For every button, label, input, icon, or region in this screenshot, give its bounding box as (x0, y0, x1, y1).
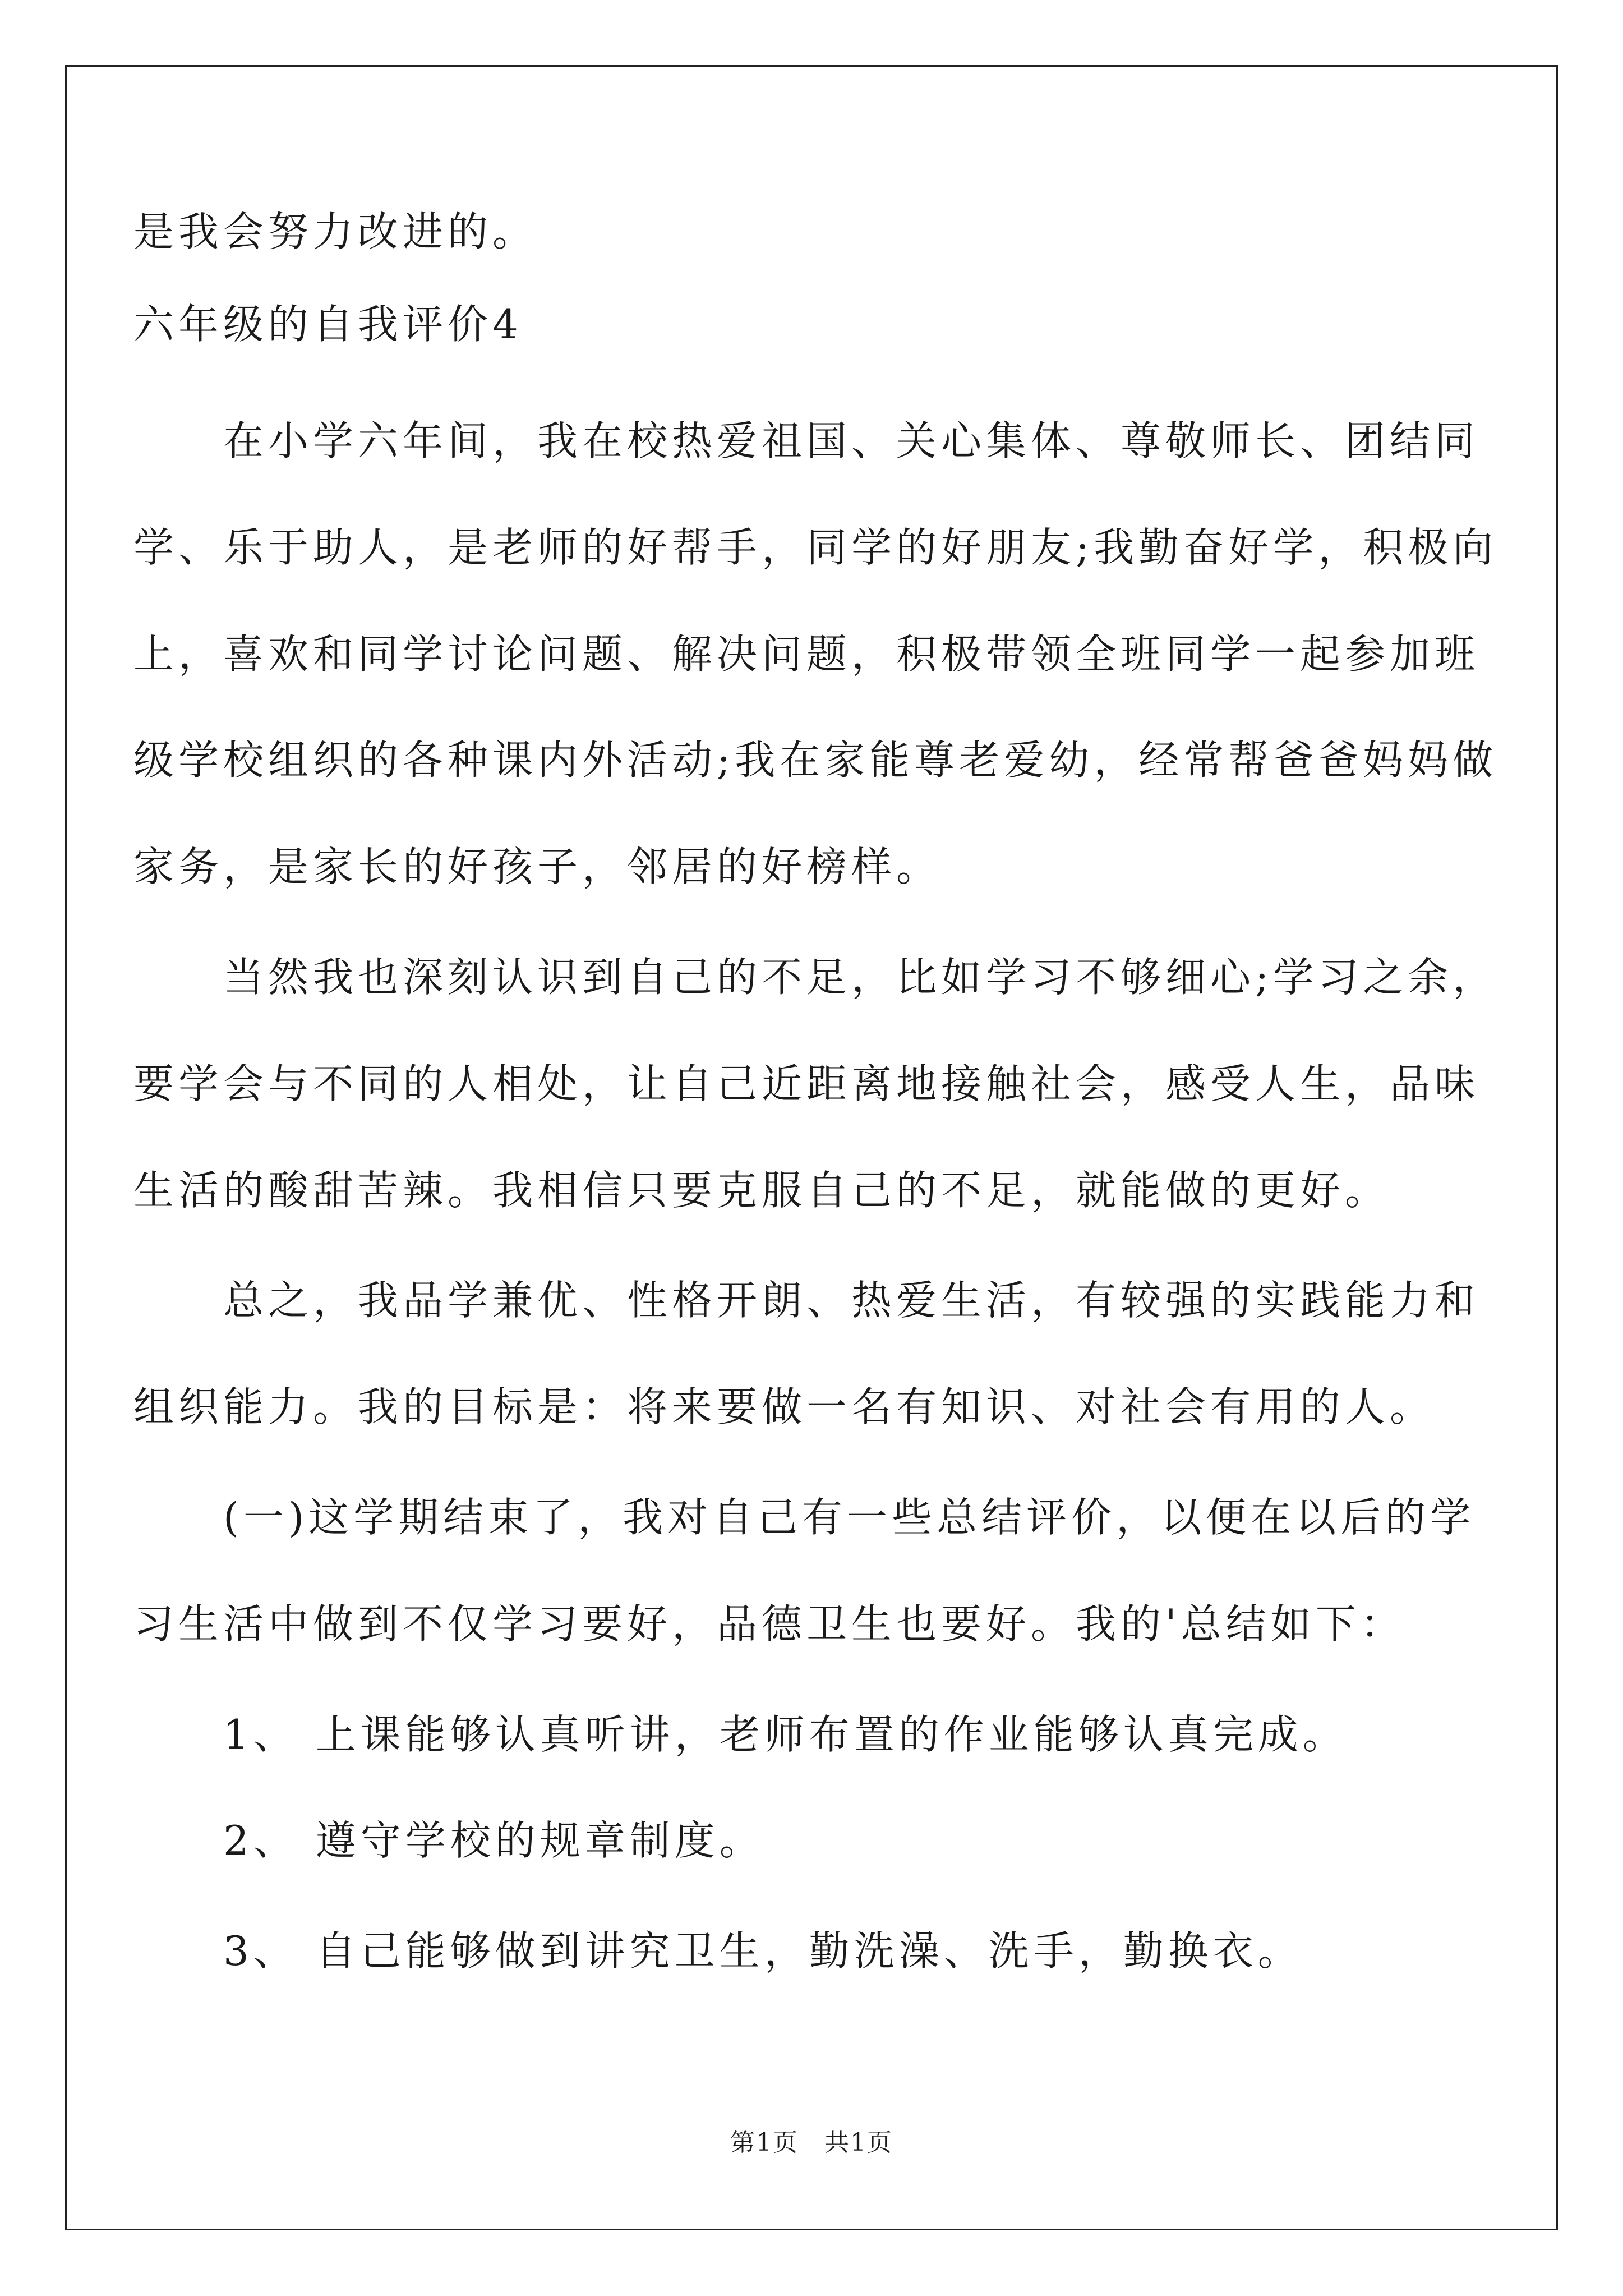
text-line: (一)这学期结束了，我对自己有一些总结评价，以便在以后的学 (133, 1494, 1476, 1541)
text-line: 总之，我品学兼优、性格开朗、热爱生活，有较强的实践能力和 (133, 1277, 1480, 1324)
text-line: 习生活中做到不仅学习要好，品德卫生也要好。我的'总结如下： (133, 1600, 1405, 1648)
text-line: 级学校组织的各种课内外活动;我在家能尊老爱幼，经常帮爸爸妈妈做 (133, 737, 1498, 784)
text-line: 上，喜欢和同学讨论问题、解决问题，积极带领全班同学一起参加班 (133, 631, 1480, 678)
page-footer: 第1页 共1页 (730, 2128, 893, 2157)
section-heading: 六年级的自我评价4 (133, 301, 523, 348)
text-line: 当然我也深刻认识到自己的不足，比如学习不够细心;学习之余， (133, 954, 1498, 1001)
text-line: 生活的酸甜苦辣。我相信只要克服自己的不足，就能做的更好。 (133, 1167, 1390, 1214)
text-line: 学、乐于助人，是老师的好帮手，同学的好朋友;我勤奋好学，积极向 (133, 524, 1498, 571)
text-line: 要学会与不同的人相处，让自己近距离地接触社会，感受人生，品味 (133, 1060, 1480, 1107)
list-item: 3、 自己能够做到讲究卫生，勤洗澡、洗手，勤换衣。 (133, 1927, 1303, 1975)
list-item: 2、 遵守学校的规章制度。 (133, 1817, 764, 1864)
text-line: 是我会努力改进的。 (133, 208, 538, 255)
text-line: 在小学六年间，我在校热爱祖国、关心集体、尊敬师长、团结同 (133, 417, 1480, 464)
text-line: 家务，是家长的好孩子，邻居的好榜样。 (133, 843, 942, 890)
text-line: 组织能力。我的目标是：将来要做一名有知识、对社会有用的人。 (133, 1383, 1435, 1430)
page-border (65, 65, 1558, 2230)
list-item: 1、 上课能够认真听讲，老师布置的作业能够认真完成。 (133, 1711, 1348, 1758)
